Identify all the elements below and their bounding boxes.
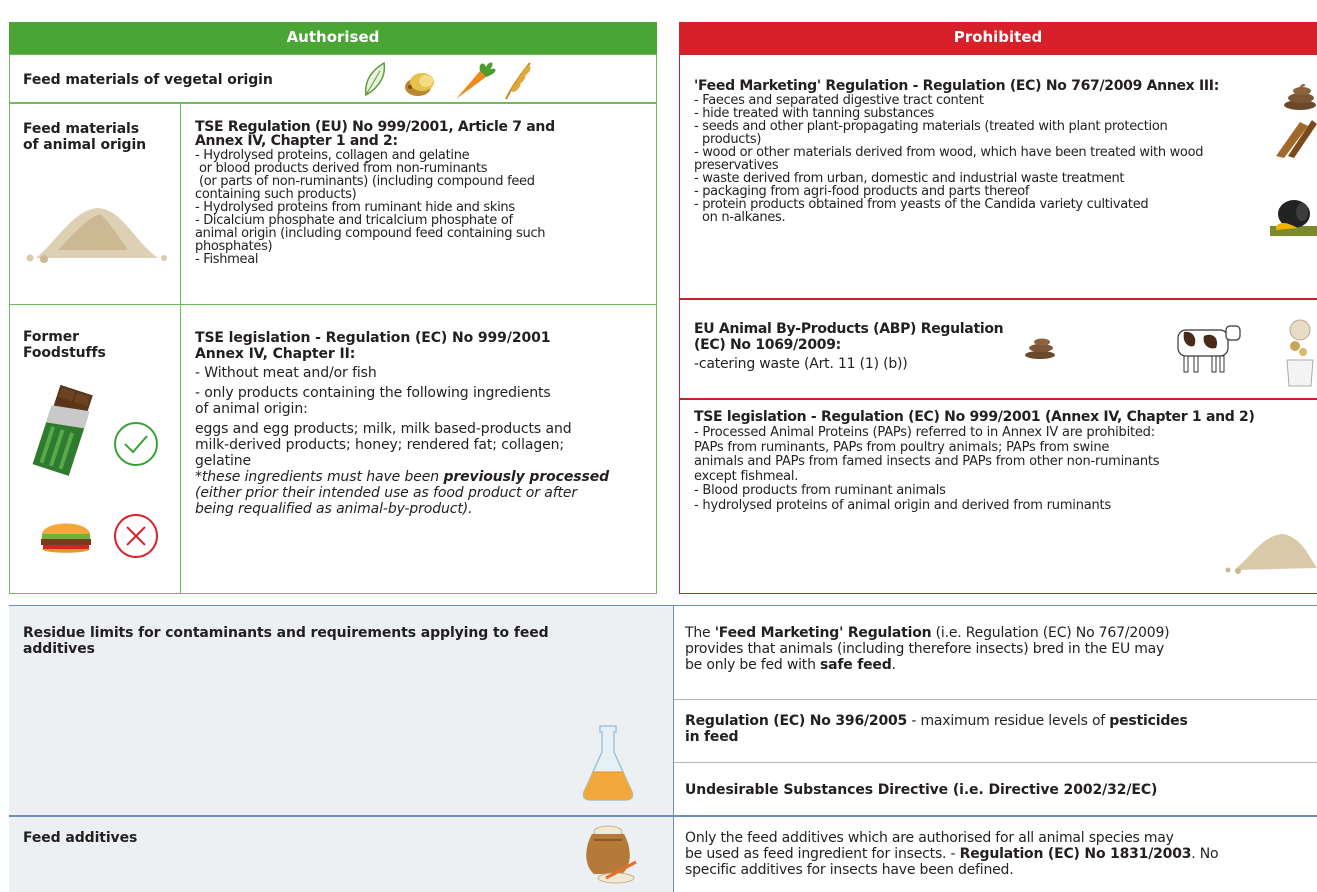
carrot-icon xyxy=(456,63,496,99)
list-item: on n-alkanes. xyxy=(702,210,786,225)
list-item: (or parts of non-ruminants) (including compound feed xyxy=(199,174,535,189)
divider xyxy=(673,606,674,892)
residue-limits-title: Residue limits for contaminants and requirements applying to feed additives xyxy=(23,625,549,657)
list-item: - wood or other materials derived from wood, which have been treated with wood xyxy=(694,145,1204,160)
leaf-icon xyxy=(366,63,385,95)
list-item: animals and PAPs from famed insects and PAPs from other non-ruminants xyxy=(694,454,1160,469)
faeces-icon xyxy=(1276,80,1316,110)
list-item: - packaging from agri-food products and parts thereof xyxy=(694,184,1030,199)
list-item: - Processed Animal Proteins (PAPs) referred to in Annex IV are prohibited: xyxy=(694,425,1155,440)
animal-origin-label: Feed materials of animal origin xyxy=(23,121,147,153)
feed-marketing-text: The 'Feed Marketing' Regulation (i.e. Regulation (EC) No 767/2009) provides that animals (including therefore insects) bred in the EU may be only be fed with safe feed. xyxy=(685,625,1170,673)
divider xyxy=(180,104,181,594)
list-item: - hide treated with tanning substances xyxy=(694,106,935,121)
divider xyxy=(9,815,1317,817)
former-foodstuffs-content: - Without meat and/or fish - only products containing the following ingredients of animal origin: eggs and egg products; milk, milk based-products and milk-derived products; honey; rendered fat; collagen; gelatine *these ingredients must have been previously processed (either prior their intended use as food product or after being requalified as animal-by-product). xyxy=(195,365,610,517)
divider xyxy=(9,102,657,104)
cow-icon xyxy=(1168,318,1244,376)
tse-prohibited-list xyxy=(694,426,1159,513)
list-item: PAPs from ruminants, PAPs from poultry animals; PAPs from swine xyxy=(694,439,1110,455)
list-item: - Hydrolysed proteins, collagen and gelatine xyxy=(195,148,470,163)
tse-annex-iv-title: TSE legislation - Regulation (EC) No 999/2001 Annex IV, Chapter II: xyxy=(195,330,551,362)
vegetal-icons xyxy=(360,57,540,102)
vegetal-origin-label: Feed materials of vegetal origin xyxy=(23,72,273,88)
divider xyxy=(679,298,1317,300)
animal-origin-list xyxy=(195,149,545,266)
divider xyxy=(679,398,1317,400)
tse-prohibited-title: TSE legislation - Regulation (EC) No 999/2001 (Annex IV, Chapter 1 and 2) xyxy=(694,409,1255,425)
faeces-icon xyxy=(1020,334,1060,360)
feed-additives-text: Only the feed additives which are authorised for all animal species may be used as feed ingredient for insects. - Regulation (EC) No 1831/2003. No specific additives for insects have been defined. xyxy=(685,830,1219,878)
divider xyxy=(674,762,1317,763)
potato-icon xyxy=(405,73,434,96)
powder-pile-icon xyxy=(18,200,168,270)
list-item: or blood products derived from non-ruminants xyxy=(199,161,488,176)
powder-pile-icon xyxy=(1222,530,1317,575)
list-item: - waste derived from urban, domestic and industrial waste treatment xyxy=(694,171,1125,186)
marketing-regulation-title: 'Feed Marketing' Regulation - Regulation (EC) No 767/2009 Annex III: xyxy=(694,78,1220,94)
prohibited-header: Prohibited xyxy=(679,22,1317,54)
waste-bin-icon xyxy=(1283,318,1317,388)
burger-icon xyxy=(38,516,94,556)
divider xyxy=(9,605,1317,606)
abp-regulation-title: EU Animal By-Products (ABP) Regulation (EC) No 1069/2009: xyxy=(694,321,1004,353)
feed-additives-label: Feed additives xyxy=(23,830,138,846)
abp-catering-waste: -catering waste (Art. 11 (1) (b)) xyxy=(694,356,908,372)
waste-barrel-icon xyxy=(1268,196,1317,238)
list-item: animal origin (including compound feed containing such xyxy=(195,226,546,241)
list-item: preservatives xyxy=(694,158,779,173)
cross-icon xyxy=(112,512,160,560)
undesirable-substances-title: Undesirable Substances Directive (i.e. Directive 2002/32/EC) xyxy=(685,782,1158,798)
tse-999-title: TSE Regulation (EU) No 999/2001, Article 7 and Annex IV, Chapter 1 and 2: xyxy=(195,119,555,149)
divider xyxy=(9,304,657,305)
chocolate-bar-icon xyxy=(28,382,98,482)
former-foodstuffs-label: Former Foodstuffs xyxy=(23,329,106,361)
list-item: products) xyxy=(702,132,762,147)
list-item: containing such products) xyxy=(195,187,357,202)
list-item: - protein products obtained from yeasts of the Candida variety cultivated xyxy=(694,197,1149,212)
list-item: phosphates) xyxy=(195,239,273,254)
marketing-list xyxy=(694,94,1203,224)
list-item: - seeds and other plant-propagating materials (treated with plant protection xyxy=(694,119,1168,134)
divider xyxy=(674,699,1317,700)
check-icon xyxy=(112,420,160,468)
list-item: except fishmeal. xyxy=(694,468,799,484)
list-item: - Hydrolysed proteins from ruminant hide and skins xyxy=(195,200,515,215)
list-item: - Blood products from ruminant animals xyxy=(694,483,946,498)
list-item: - Fishmeal xyxy=(195,252,259,267)
list-item: - Dicalcium phosphate and tricalcium phosphate of xyxy=(195,213,513,228)
feed-sack-icon xyxy=(580,822,638,884)
authorised-header: Authorised xyxy=(9,22,657,54)
pesticides-text: Regulation (EC) No 396/2005 - maximum residue levels of pesticides in feed xyxy=(685,713,1188,745)
wheat-icon xyxy=(506,63,532,99)
wood-planks-icon xyxy=(1272,116,1317,158)
list-item: - Faeces and separated digestive tract content xyxy=(694,93,984,108)
list-item: - hydrolysed proteins of animal origin and derived from ruminants xyxy=(694,497,1112,513)
flask-icon xyxy=(580,722,636,802)
